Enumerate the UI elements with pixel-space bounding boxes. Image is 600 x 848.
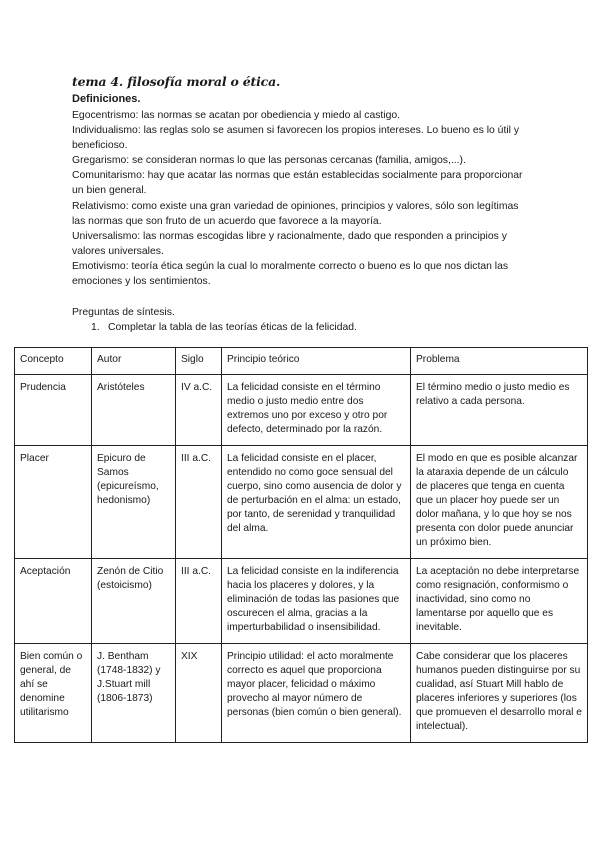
cell-problema: El término medio o justo medio es relativo a cada persona. <box>411 375 588 446</box>
definition-item: Emotivismo: teoría ética según la cual lo moralmente correcto o bueno es lo que nos dictan las emociones y los sentimientos. <box>72 260 509 288</box>
definitions-list <box>72 108 534 289</box>
definition-item: Egocentrismo: las normas se acatan por obediencia y miedo al castigo. <box>72 110 401 121</box>
questions-section <box>72 305 357 335</box>
cell-autor: Epicuro de Samos (epicureísmo, hedonismo) <box>92 446 176 559</box>
cell-principio: La felicidad consiste en el placer, entendido no como goce sensual del cuerpo, sino como ausencia de dolor y de perturbación en el alma: un estado, por tanto, de serenidad y tranquilidad del alma. <box>222 446 411 559</box>
definition-item: Gregarismo: se consideran normas lo que las personas cercanas (familia, amigos,...). <box>72 155 466 167</box>
cell-siglo: IV a.C. <box>176 375 222 446</box>
header-concepto: Concepto <box>15 348 92 375</box>
cell-autor: J. Bentham (1748-1832) y J.Stuart mill (1806-1873) <box>92 644 176 743</box>
table-header-row <box>15 348 588 375</box>
ethics-theories-table <box>14 347 588 743</box>
questions-heading: Preguntas de síntesis. <box>72 307 175 318</box>
definitions-heading: Definiciones. <box>72 93 141 105</box>
header-autor: Autor <box>92 348 176 375</box>
definition-item: Universalismo: las normas escogidas libre y racionalmente, dado que responden a principios y valores universales. <box>72 230 507 257</box>
header-problema: Problema <box>411 348 588 375</box>
cell-concepto: Bien común o general, de ahí se denomine utilitarismo <box>15 644 92 743</box>
table-row <box>15 446 588 559</box>
cell-problema: Cabe considerar que los placeres humanos pueden distinguirse por su cualidad, así Stuart Mill hablo de placeres inferiores y superiores (los que promueven el desarrollo moral e intelectual). <box>411 644 588 743</box>
cell-principio: La felicidad consiste en el término medio o justo medio entre dos extremos uno por exceso y otro por defecto, determinado por la razón. <box>222 375 411 446</box>
cell-principio: La felicidad consiste en la indiferencia hacia los placeres y dolores, y la eliminación de todas las pasiones que oscurecen el alma, gracias a la imperturbabilidad o insensibilidad. <box>222 559 411 644</box>
header-principio: Principio teórico <box>222 348 411 375</box>
cell-problema: La aceptación no debe interpretarse como resignación, conformismo o inactividad, sino como no lamentarse por aquello que es inevitable. <box>411 559 588 644</box>
cell-concepto: Aceptación <box>15 559 92 644</box>
question-text: Completar la tabla de las teorías éticas de la felicidad. <box>108 322 357 333</box>
header-siglo: Siglo <box>176 348 222 375</box>
cell-autor: Zenón de Citio (estoicismo) <box>92 559 176 644</box>
table-row <box>15 644 588 743</box>
cell-autor: Aristóteles <box>92 375 176 446</box>
definition-item: Comunitarismo: hay que acatar las normas que están establecidas socialmente para proporcionar un bien general. <box>72 170 523 197</box>
definition-item: Individualismo: las reglas solo se asumen si favorecen los propios intereses. Lo bueno es lo útil y beneficioso. <box>72 125 520 152</box>
cell-concepto: Prudencia <box>15 375 92 446</box>
cell-principio: Principio utilidad: el acto moralmente correcto es aquel que proporciona mayor placer, felicidad o máximo provecho al mayor número de personas (bien común o bien general). <box>222 644 411 743</box>
cell-siglo: III a.C. <box>176 559 222 644</box>
cell-siglo: XIX <box>176 644 222 743</box>
page-title: tema 4. filosofía moral o ética. <box>72 74 281 89</box>
question-item <box>72 320 357 335</box>
cell-siglo: III a.C. <box>176 446 222 559</box>
cell-problema: El modo en que es posible alcanzar la ataraxia depende de un cálculo de placeres que tenga en cuenta que un placer hoy puede ser un dolor mañana, y lo que hoy se nos presenta con dolor puede anunciar un próximo bien. <box>411 446 588 559</box>
question-number: 1. <box>91 322 100 333</box>
table-row <box>15 559 588 644</box>
table-row <box>15 375 588 446</box>
cell-concepto: Placer <box>15 446 92 559</box>
definition-item: Relativismo: como existe una gran variedad de opiniones, principios y valores, sólo son legítimas las normas que son fruto de un acuerdo que favorece a la mayoría. <box>72 200 519 227</box>
